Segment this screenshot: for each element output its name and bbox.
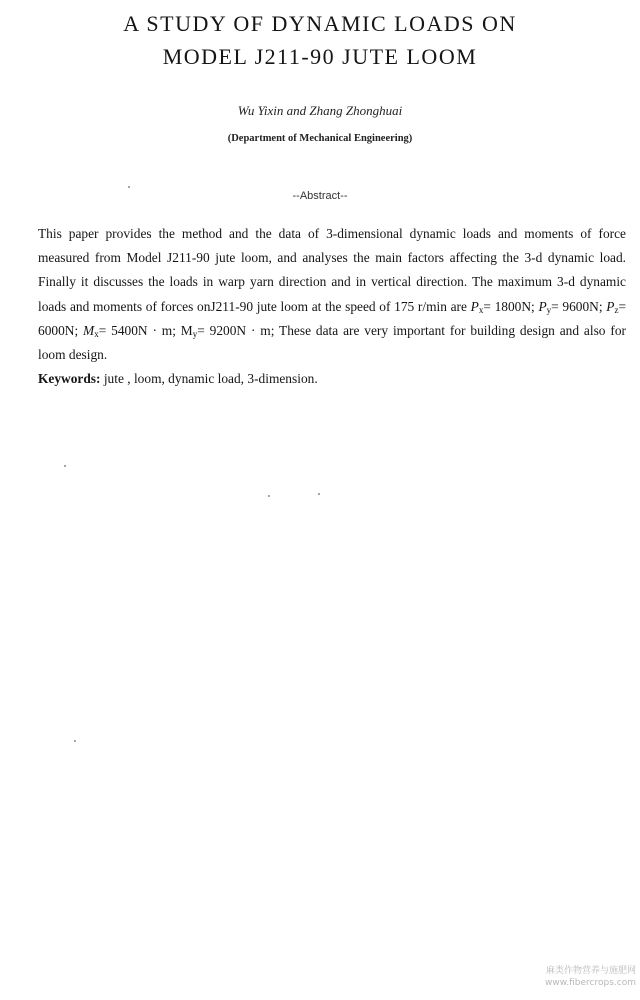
mx-subscript: x	[94, 328, 99, 339]
abstract-text: This paper provides the method and the data of 3-dimensional dynamic loads and moments of force measured from Model J211-90 jute loom, and analyses the main factors affecting the 3-d dynamic load. Finally it discusses the loads in warp yarn direction and in vertical direction. The maximum 3-d dynamic loads and moments of forces onJ211-90 jute loom at the speed of 175 r/min are	[38, 226, 626, 314]
scan-speck	[74, 740, 76, 742]
my-value: = 9200N · m; These data are very important for building design and also for loom design.	[38, 322, 626, 363]
mx-symbol: M	[83, 322, 95, 338]
paper-title-line-1: A STUDY OF DYNAMIC LOADS ON	[123, 11, 517, 36]
px-subscript: x	[478, 304, 484, 315]
px-value: = 1800N;	[483, 298, 539, 314]
abstract-body	[38, 222, 626, 391]
scan-speck	[64, 465, 66, 467]
watermark	[516, 965, 636, 989]
watermark-line-1: 麻类作物营养与施肥网	[545, 966, 636, 976]
mx-value: = 5400N · m;	[98, 322, 181, 338]
py-value: = 9600N;	[551, 298, 607, 314]
department: (Department of Mechanical Engineering)	[227, 133, 413, 144]
pz-subscript: z	[614, 304, 619, 315]
scan-speck	[318, 493, 320, 495]
keywords-line	[38, 367, 626, 391]
keywords-text: jute , loom, dynamic load, 3-dimension.	[100, 371, 318, 387]
pz-symbol: P	[606, 298, 615, 314]
scan-speck	[128, 186, 130, 188]
watermark-line-2: www.fibercrops.com	[545, 978, 636, 988]
my-symbol: M	[180, 322, 193, 338]
abstract-heading: --Abstract--	[292, 190, 348, 202]
abstract-paragraph	[38, 222, 626, 367]
py-symbol: P	[538, 298, 547, 314]
my-subscript: y	[192, 328, 198, 339]
scan-speck	[268, 495, 270, 497]
paper-title-line-2: MODEL J211-90 JUTE LOOM	[162, 44, 478, 69]
py-subscript: y	[546, 304, 552, 315]
keywords-label: Keywords:	[38, 371, 101, 387]
px-symbol: P	[470, 298, 479, 314]
authors: Wu Yixin and Zhang Zhonghuai	[237, 103, 403, 118]
pz-value: = 6000N;	[38, 298, 626, 338]
